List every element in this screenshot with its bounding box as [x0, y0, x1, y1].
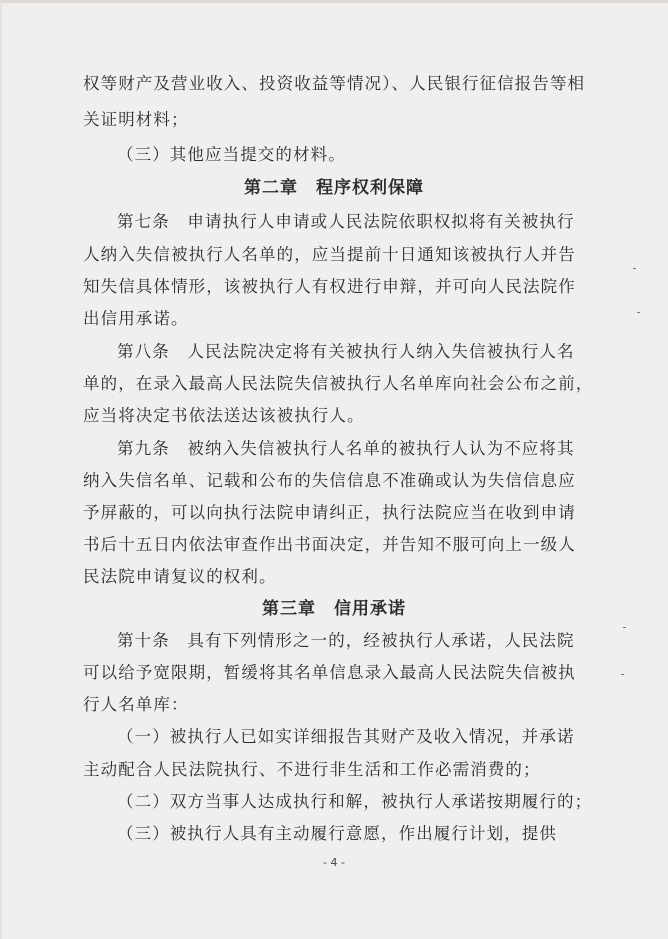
body-line: 行人名单库： — [83, 695, 189, 714]
scan-speck — [637, 312, 640, 313]
body-line: （三）其他应当提交的材料。 — [117, 145, 346, 164]
page-number: - 4 - — [323, 856, 345, 869]
body-line: （二）双方当事人达成执行和解，被执行人承诺按期履行的； — [117, 792, 593, 811]
body-line: （三）被执行人具有主动履行意愿，作出履行计划，提供 — [117, 824, 557, 843]
body-line: 知失信具体情形，该被执行人有权进行申辩，并可向人民法院作 — [83, 277, 576, 296]
body-line: （一）被执行人已如实详细报告其财产及收入情况，并承诺 — [117, 727, 575, 746]
body-line: 第十条 具有下列情形之一的，经被执行人承诺，人民法院 — [117, 631, 575, 650]
body-line: 关证明材料； — [83, 110, 189, 129]
body-line: 第八条 人民法院决定将有关被执行人纳入失信被执行人名 — [117, 342, 575, 361]
body-line: 纳入失信名单、记载和公布的失信信息不准确或认为失信信息应 — [83, 471, 576, 490]
body-line: 民法院申请复议的权利。 — [83, 567, 277, 586]
body-line: 可以给予宽限期，暂缓将其名单信息录入最高人民法院失信被执 — [83, 663, 576, 682]
body-line: 主动配合人民法院执行、不进行非生活和工作必需消费的； — [83, 760, 541, 779]
body-line: 第七条 申请执行人申请或人民法院依职权拟将有关被执行 — [117, 212, 575, 231]
body-line: 权等财产及营业收入、投资收益等情况）、人民银行征信报告等相 — [83, 74, 586, 93]
scan-speck — [623, 627, 626, 628]
chapter-heading: 第二章 程序权利保障 — [244, 178, 424, 198]
scan-speck — [633, 268, 636, 269]
body-line: 出信用承诺。 — [83, 309, 189, 328]
body-line: 书后十五日内依法审查作出书面决定，并告知不服可向上一级人 — [83, 535, 576, 554]
body-line: 应当将决定书依法送达该被执行人。 — [83, 406, 365, 425]
body-line: 人纳入失信被执行人名单的，应当提前十日通知该被执行人并告 — [83, 245, 576, 264]
chapter-heading: 第三章 信用承诺 — [262, 599, 406, 619]
body-line: 单的，在录入最高人民法院失信被执行人名单库向社会公布之前， — [83, 374, 594, 393]
scan-speck — [621, 674, 624, 675]
body-line: 予屏蔽的，可以向执行法院申请纠正，执行法院应当在收到申请 — [83, 503, 576, 522]
body-line: 第九条 被纳入失信被执行人名单的被执行人认为不应将其 — [117, 439, 575, 458]
